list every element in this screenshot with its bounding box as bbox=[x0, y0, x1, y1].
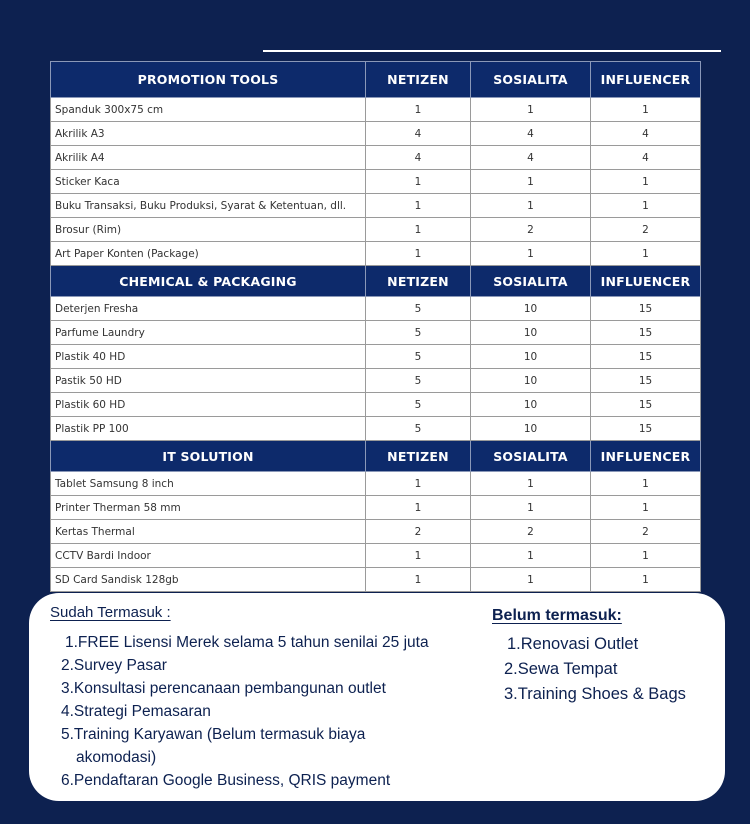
item-name-cell: Kertas Thermal bbox=[51, 520, 366, 544]
quantity-cell: 1 bbox=[591, 170, 701, 194]
quantity-cell: 4 bbox=[471, 146, 591, 170]
item-name-cell: SD Card Sandisk 128gb bbox=[51, 568, 366, 592]
table-row bbox=[51, 345, 701, 369]
item-name-cell: Brosur (Rim) bbox=[51, 218, 366, 242]
quantity-cell: 15 bbox=[591, 345, 701, 369]
column-header: SOSIALITA bbox=[471, 62, 591, 98]
table-row bbox=[51, 417, 701, 441]
quantity-cell: 15 bbox=[591, 297, 701, 321]
table-row bbox=[51, 568, 701, 592]
quantity-cell: 5 bbox=[366, 345, 471, 369]
column-header: NETIZEN bbox=[366, 441, 471, 472]
quantity-cell: 1 bbox=[591, 496, 701, 520]
quantity-cell: 1 bbox=[471, 544, 591, 568]
excluded-item: 1.Renovasi Outlet bbox=[507, 635, 639, 653]
column-header: NETIZEN bbox=[366, 62, 471, 98]
quantity-cell: 10 bbox=[471, 369, 591, 393]
item-name-cell: CCTV Bardi Indoor bbox=[51, 544, 366, 568]
included-item: 4.Strategi Pemasaran bbox=[61, 703, 211, 720]
included-item: 1.FREE Lisensi Merek selama 5 tahun senilai 25 juta bbox=[65, 634, 429, 651]
item-name-cell: Sticker Kaca bbox=[51, 170, 366, 194]
quantity-cell: 4 bbox=[471, 122, 591, 146]
column-header: INFLUENCER bbox=[591, 266, 701, 297]
top-divider-line bbox=[263, 50, 721, 52]
quantity-cell: 5 bbox=[366, 297, 471, 321]
quantity-cell: 1 bbox=[366, 544, 471, 568]
table-row bbox=[51, 170, 701, 194]
quantity-cell: 1 bbox=[366, 218, 471, 242]
item-name-cell: Buku Transaksi, Buku Produksi, Syarat & Ketentuan, dll. bbox=[51, 194, 366, 218]
quantity-cell: 1 bbox=[366, 194, 471, 218]
quantity-cell: 5 bbox=[366, 321, 471, 345]
quantity-cell: 15 bbox=[591, 417, 701, 441]
table-row bbox=[51, 369, 701, 393]
item-name-cell: Plastik 40 HD bbox=[51, 345, 366, 369]
quantity-cell: 1 bbox=[366, 242, 471, 266]
quantity-cell: 1 bbox=[366, 170, 471, 194]
quantity-cell: 1 bbox=[366, 98, 471, 122]
column-header: SOSIALITA bbox=[471, 441, 591, 472]
table-row bbox=[51, 242, 701, 266]
column-header: INFLUENCER bbox=[591, 62, 701, 98]
section-title: CHEMICAL & PACKAGING bbox=[51, 266, 366, 297]
included-item: akomodasi) bbox=[76, 749, 157, 766]
quantity-cell: 1 bbox=[471, 170, 591, 194]
included-item: 6.Pendaftaran Google Business, QRIS payment bbox=[61, 772, 391, 789]
included-item: 5.Training Karyawan (Belum termasuk biaya bbox=[61, 726, 366, 743]
item-name-cell: Tablet Samsung 8 inch bbox=[51, 472, 366, 496]
item-name-cell: Art Paper Konten (Package) bbox=[51, 242, 366, 266]
quantity-cell: 15 bbox=[591, 321, 701, 345]
excluded-item: 2.Sewa Tempat bbox=[504, 660, 618, 678]
section-header-row bbox=[51, 441, 701, 472]
quantity-cell: 5 bbox=[366, 417, 471, 441]
table-row bbox=[51, 297, 701, 321]
column-header: INFLUENCER bbox=[591, 441, 701, 472]
quantity-cell: 1 bbox=[471, 242, 591, 266]
quantity-cell: 4 bbox=[366, 146, 471, 170]
included-title: Sudah Termasuk : bbox=[50, 604, 171, 621]
section-header-row bbox=[51, 62, 701, 98]
excluded-item: 3.Training Shoes & Bags bbox=[504, 685, 686, 703]
quantity-cell: 10 bbox=[471, 297, 591, 321]
table-row bbox=[51, 321, 701, 345]
quantity-cell: 10 bbox=[471, 393, 591, 417]
quantity-cell: 2 bbox=[366, 520, 471, 544]
quantity-cell: 1 bbox=[471, 496, 591, 520]
item-name-cell: Spanduk 300x75 cm bbox=[51, 98, 366, 122]
quantity-cell: 5 bbox=[366, 369, 471, 393]
quantity-cell: 1 bbox=[366, 496, 471, 520]
item-name-cell: Pastik 50 HD bbox=[51, 369, 366, 393]
quantity-cell: 1 bbox=[591, 472, 701, 496]
quantity-cell: 1 bbox=[591, 194, 701, 218]
section-title: IT SOLUTION bbox=[51, 441, 366, 472]
table-row bbox=[51, 122, 701, 146]
item-name-cell: Plastik PP 100 bbox=[51, 417, 366, 441]
table-row bbox=[51, 496, 701, 520]
quantity-cell: 2 bbox=[591, 218, 701, 242]
section-header-row bbox=[51, 266, 701, 297]
quantity-cell: 2 bbox=[591, 520, 701, 544]
item-name-cell: Parfume Laundry bbox=[51, 321, 366, 345]
item-name-cell: Akrilik A4 bbox=[51, 146, 366, 170]
quantity-cell: 2 bbox=[471, 218, 591, 242]
item-name-cell: Printer Therman 58 mm bbox=[51, 496, 366, 520]
quantity-cell: 1 bbox=[366, 472, 471, 496]
quantity-cell: 1 bbox=[471, 472, 591, 496]
quantity-cell: 1 bbox=[471, 194, 591, 218]
table-row bbox=[51, 194, 701, 218]
table-row bbox=[51, 544, 701, 568]
quantity-cell: 10 bbox=[471, 345, 591, 369]
quantity-cell: 1 bbox=[471, 568, 591, 592]
table-row bbox=[51, 520, 701, 544]
quantity-cell: 1 bbox=[366, 568, 471, 592]
quantity-cell: 1 bbox=[591, 568, 701, 592]
quantity-cell: 4 bbox=[591, 146, 701, 170]
quantity-cell: 4 bbox=[591, 122, 701, 146]
quantity-cell: 1 bbox=[591, 98, 701, 122]
quantity-cell: 1 bbox=[591, 544, 701, 568]
package-comparison-table bbox=[50, 61, 700, 592]
quantity-cell: 2 bbox=[471, 520, 591, 544]
quantity-cell: 15 bbox=[591, 369, 701, 393]
item-name-cell: Deterjen Fresha bbox=[51, 297, 366, 321]
table-row bbox=[51, 472, 701, 496]
item-name-cell: Plastik 60 HD bbox=[51, 393, 366, 417]
quantity-cell: 15 bbox=[591, 393, 701, 417]
quantity-cell: 1 bbox=[591, 242, 701, 266]
table-row bbox=[51, 218, 701, 242]
included-item: 2.Survey Pasar bbox=[61, 657, 167, 674]
table-row bbox=[51, 146, 701, 170]
quantity-cell: 5 bbox=[366, 393, 471, 417]
table-row bbox=[51, 98, 701, 122]
item-name-cell: Akrilik A3 bbox=[51, 122, 366, 146]
column-header: NETIZEN bbox=[366, 266, 471, 297]
included-item: 3.Konsultasi perencanaan pembangunan outlet bbox=[61, 680, 386, 697]
table-row bbox=[51, 393, 701, 417]
quantity-cell: 1 bbox=[471, 98, 591, 122]
column-header: SOSIALITA bbox=[471, 266, 591, 297]
quantity-cell: 10 bbox=[471, 321, 591, 345]
excluded-title: Belum termasuk: bbox=[492, 607, 622, 624]
section-title: PROMOTION TOOLS bbox=[51, 62, 366, 98]
quantity-cell: 4 bbox=[366, 122, 471, 146]
quantity-cell: 10 bbox=[471, 417, 591, 441]
